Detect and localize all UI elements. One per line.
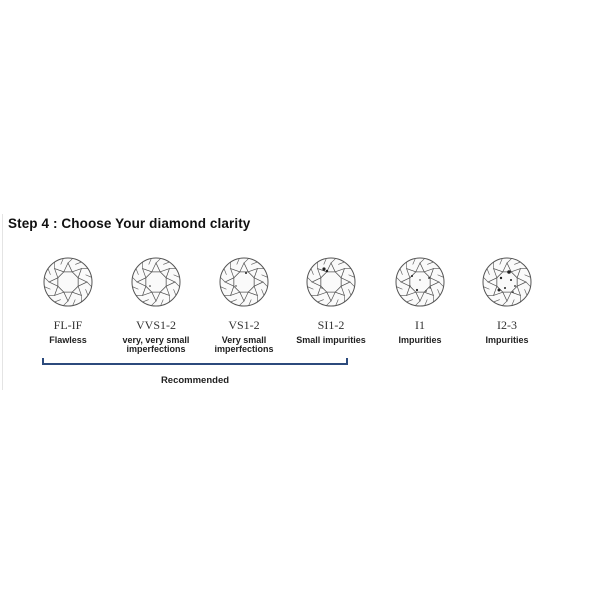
- diamond-si-icon: [305, 256, 357, 308]
- diamond-vvs-icon: [130, 256, 182, 308]
- page-title: Step 4 : Choose Your diamond clarity: [8, 216, 251, 231]
- grade-code: VVS1-2: [135, 318, 176, 332]
- grade-description: Very small imperfections: [214, 335, 274, 354]
- recommended-label: Recommended: [160, 375, 230, 386]
- grade-code: I2-3: [497, 318, 517, 332]
- grade-code: I1: [415, 318, 425, 332]
- recommended-bracket: [42, 358, 348, 365]
- diamond-i23-icon: [481, 256, 533, 308]
- grade-description: Impurities: [398, 335, 442, 345]
- grade-code: SI1-2: [317, 318, 345, 332]
- grade-code: VS1-2: [228, 318, 260, 332]
- grade-description: very, very small imperfections: [122, 335, 190, 354]
- grade-description: Impurities: [485, 335, 529, 345]
- grade-description: Flawless: [49, 335, 87, 345]
- grade-code: FL-IF: [53, 318, 83, 332]
- grade-description: Small impurities: [296, 335, 366, 345]
- diamond-flawless-icon: [42, 256, 94, 308]
- diamond-i1-icon: [394, 256, 446, 308]
- left-divider: [2, 214, 3, 390]
- diamond-vs-icon: [218, 256, 270, 308]
